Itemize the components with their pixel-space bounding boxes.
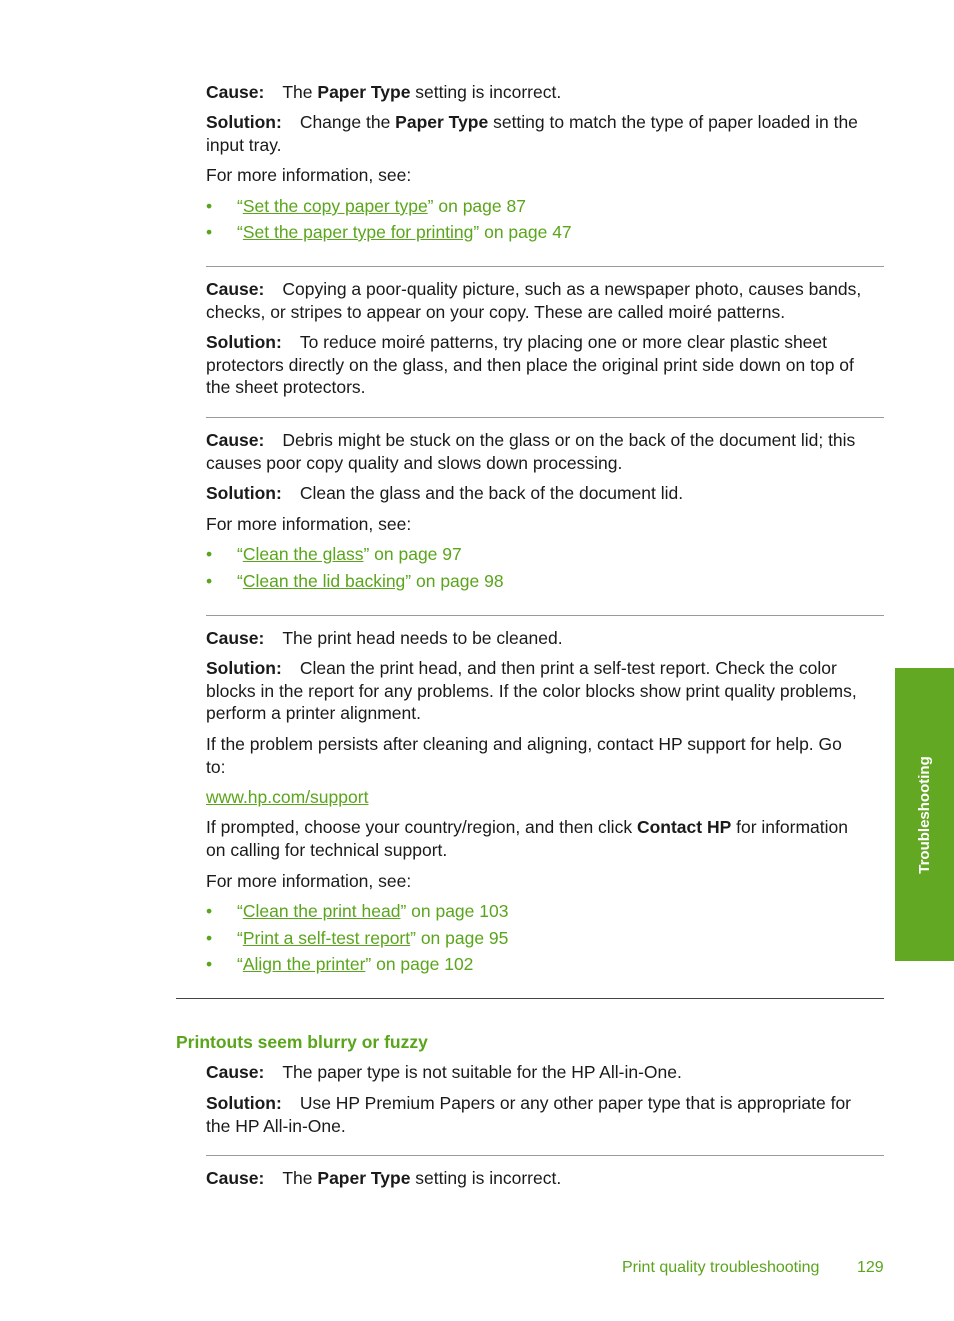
- link-clean-glass[interactable]: “Clean the glass” on page 97: [237, 544, 462, 564]
- link-clean-lid-backing[interactable]: “Clean the lid backing” on page 98: [237, 571, 504, 591]
- cause-paragraph: Cause: The paper type is not suitable for the HP All-in-One.: [206, 1062, 682, 1082]
- link-print-self-test-report[interactable]: “Print a self-test report” on page 95: [237, 928, 509, 948]
- link-align-printer[interactable]: “Align the printer” on page 102: [237, 954, 474, 974]
- footer-section-title: Print quality troubleshooting: [622, 1259, 820, 1276]
- solution-paragraph: Solution: Clean the glass and the back of the document lid.: [206, 483, 684, 503]
- divider: [206, 1155, 884, 1156]
- solution-paragraph: Solution: To reduce moiré patterns, try placing one or more clear plastic sheet protectors directly on the glass, and then place the original print side down on top of the sheet protectors.: [206, 332, 854, 397]
- section-heading: Printouts seem blurry or fuzzy: [176, 1032, 428, 1052]
- solution-paragraph: Solution: Clean the print head, and then print a self-test report. Check the color blocks in the report for any problems. If the color blocks show print quality problems, perform a printer alignment.: [206, 658, 857, 723]
- divider: [206, 266, 884, 267]
- support-url-link[interactable]: www.hp.com/support: [206, 787, 369, 807]
- support-url-paragraph: [206, 786, 886, 809]
- solution-paragraph: Solution: Change the Paper Type setting to match the type of paper loaded in the input tray.: [206, 112, 858, 155]
- cause-paragraph: Cause: The Paper Type setting is incorrect.: [206, 1168, 562, 1188]
- bullet-icon: •: [206, 928, 213, 948]
- divider: [206, 417, 884, 418]
- section-divider: [176, 998, 884, 999]
- divider: [206, 615, 884, 616]
- link-set-copy-paper-type[interactable]: “Set the copy paper type” on page 87: [237, 196, 526, 216]
- footer-page-number: 129: [857, 1259, 884, 1276]
- more-info-label: For more information, see:: [206, 165, 412, 185]
- bullet-icon: •: [206, 901, 213, 921]
- cause-paragraph: Cause: Debris might be stuck on the glass or on the back of the document lid; this causes poor copy quality and slows down processing.: [206, 430, 856, 473]
- more-info-label: For more information, see:: [206, 514, 412, 534]
- cause-paragraph: Cause: The print head needs to be cleaned.: [206, 628, 563, 648]
- cause-paragraph: Cause: Copying a poor-quality picture, such as a newspaper photo, causes bands, checks, or stripes to appear on your copy. These are called moiré patterns.: [206, 279, 862, 322]
- persist-paragraph: If the problem persists after cleaning and aligning, contact HP support for help. Go to:: [206, 734, 842, 777]
- cause-paragraph: Cause: The Paper Type setting is incorrect.: [206, 82, 562, 102]
- chapter-side-tab: [895, 668, 954, 961]
- bullet-icon: •: [206, 196, 213, 216]
- bullet-icon: •: [206, 954, 213, 974]
- more-info-label: For more information, see:: [206, 871, 412, 891]
- side-tab-label: Troubleshooting: [915, 755, 933, 874]
- link-set-paper-type-printing[interactable]: “Set the paper type for printing” on page 47: [237, 222, 572, 242]
- prompt-paragraph: If prompted, choose your country/region, and then click Contact HP for information on calling for technical support.: [206, 817, 848, 860]
- link-clean-print-head[interactable]: “Clean the print head” on page 103: [237, 901, 509, 921]
- solution-paragraph: Solution: Use HP Premium Papers or any other paper type that is appropriate for the HP All-in-One.: [206, 1093, 852, 1136]
- bullet-icon: •: [206, 571, 213, 591]
- bullet-icon: •: [206, 222, 213, 242]
- bullet-icon: •: [206, 544, 213, 564]
